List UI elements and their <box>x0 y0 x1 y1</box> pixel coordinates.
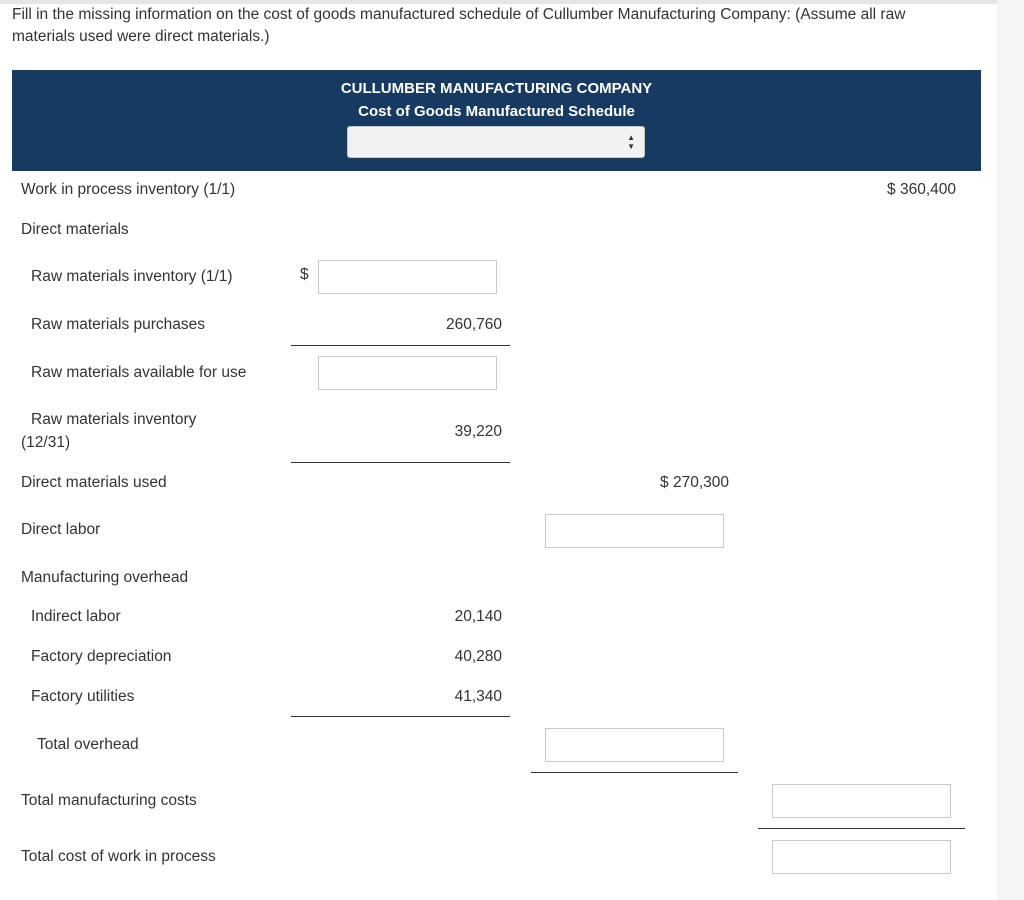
factory-utilities-value: 41,340 <box>454 688 502 705</box>
factory-depreciation-value: 40,280 <box>454 648 502 665</box>
total-overhead-label: Total overhead <box>37 736 139 753</box>
total-cost-wip-label: Total cost of work in process <box>21 848 216 865</box>
direct-materials-label: Direct materials <box>21 221 129 238</box>
total-manufacturing-costs-input[interactable] <box>772 784 951 818</box>
right-scroll-gutter <box>997 0 1024 900</box>
total-overhead-input[interactable] <box>545 728 724 762</box>
raw-materials-available-input[interactable] <box>318 356 497 390</box>
subtotal-rule <box>758 828 965 829</box>
manufacturing-overhead-label: Manufacturing overhead <box>21 569 189 586</box>
subtotal-rule <box>291 716 510 717</box>
raw-materials-beginning-label: Raw materials inventory (1/1) <box>31 268 233 285</box>
wip-beginning-label: Work in process inventory (1/1) <box>21 181 236 198</box>
direct-labor-input[interactable] <box>545 514 724 548</box>
raw-materials-ending-label-line1: Raw materials inventory <box>31 411 197 428</box>
schedule-title: Cost of Goods Manufactured Schedule <box>358 103 635 120</box>
direct-labor-label: Direct labor <box>21 521 101 538</box>
subtotal-rule <box>291 345 510 346</box>
raw-materials-ending-label-line2: (12/31) <box>21 434 71 451</box>
wip-beginning-value: $ 360,400 <box>887 181 956 198</box>
total-manufacturing-costs-label: Total manufacturing costs <box>21 792 197 809</box>
currency-sign: $ <box>300 266 309 283</box>
schedule-header <box>12 70 981 171</box>
raw-materials-ending-value: 39,220 <box>454 423 502 440</box>
subtotal-rule <box>291 462 510 463</box>
direct-materials-used-label: Direct materials used <box>21 474 167 491</box>
subtotal-rule <box>531 772 738 773</box>
factory-depreciation-label: Factory depreciation <box>31 648 172 665</box>
period-select[interactable] <box>347 126 645 158</box>
raw-materials-available-label: Raw materials available for use <box>31 364 247 381</box>
up-down-arrows-icon: ▲ ▼ <box>627 133 635 151</box>
total-cost-wip-input[interactable] <box>772 840 951 874</box>
company-name: CULLUMBER MANUFACTURING COMPANY <box>340 80 653 97</box>
indirect-labor-label: Indirect labor <box>31 608 121 625</box>
instructions-text: Fill in the missing information on the cost of goods manufactured schedule of Cullumber Manufacturing Company: (Assume all raw materials used were direct materials.) <box>12 6 906 45</box>
direct-materials-used-value: $ 270,300 <box>660 474 729 491</box>
indirect-labor-value: 20,140 <box>454 608 502 625</box>
factory-utilities-label: Factory utilities <box>31 688 135 705</box>
raw-materials-beginning-input[interactable] <box>318 260 497 294</box>
raw-materials-purchases-label: Raw materials purchases <box>31 316 206 333</box>
raw-materials-purchases-value: 260,760 <box>445 316 502 333</box>
